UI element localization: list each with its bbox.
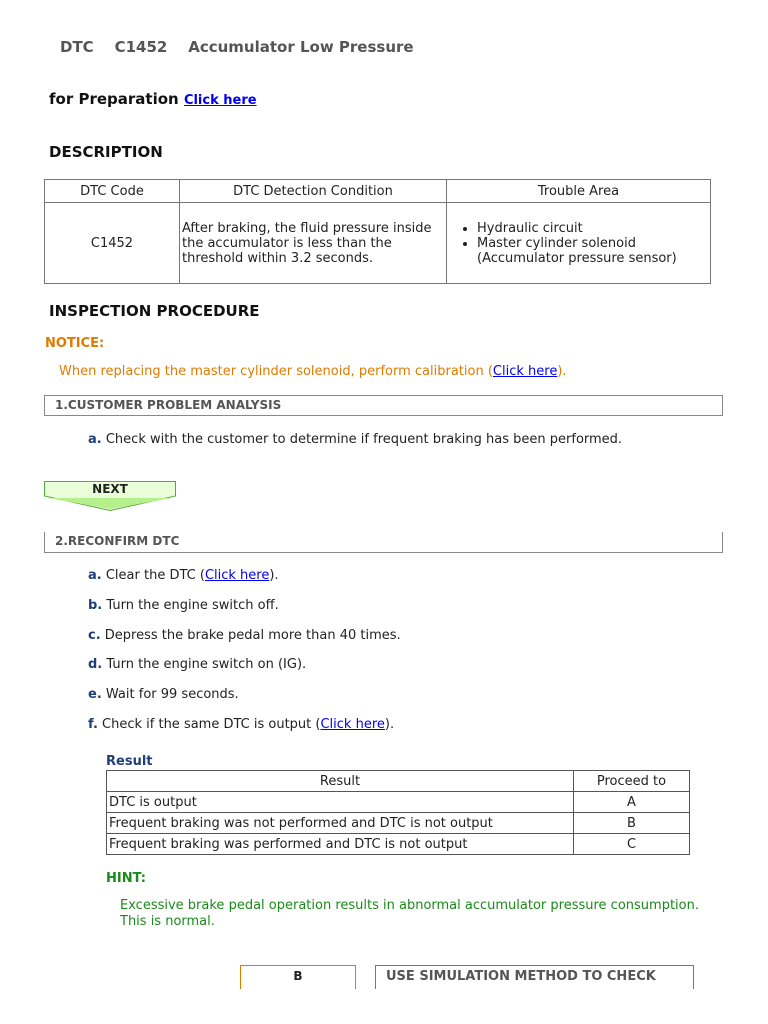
proceed-cell: B <box>574 813 690 834</box>
header-result: Result <box>107 771 574 792</box>
item-letter: d. <box>88 657 103 672</box>
clear-dtc-link[interactable]: Click here <box>204 568 270 583</box>
item-letter: a. <box>88 432 102 447</box>
description-heading: DESCRIPTION <box>49 143 163 161</box>
notice-text-part: ). <box>557 364 567 379</box>
result-cell: DTC is output <box>107 792 574 813</box>
header-proceed-to: Proceed to <box>574 771 690 792</box>
proceed-cell: A <box>574 792 690 813</box>
next-label: NEXT <box>92 482 128 496</box>
trouble-area-item: • Master cylinder solenoid (Accumulator pressure sensor) <box>477 236 708 266</box>
table-row <box>107 834 690 855</box>
item-letter: a. <box>88 568 102 583</box>
item-letter: c. <box>88 628 101 643</box>
result-cell: Frequent braking was performed and DTC is not output <box>107 834 574 855</box>
step2-item-c <box>88 628 401 643</box>
trouble-area-cell <box>447 203 711 284</box>
step2-item-d <box>88 657 306 672</box>
description-table <box>44 179 711 284</box>
step2-item-a <box>88 568 279 583</box>
notice-text <box>59 364 567 379</box>
item-letter: e. <box>88 687 102 702</box>
result-cell: Frequent braking was not performed and DTC is not output <box>107 813 574 834</box>
header-trouble-area: Trouble Area <box>447 180 711 203</box>
inspection-heading: INSPECTION PROCEDURE <box>49 302 260 320</box>
notice-text-part: When replacing the master cylinder solenoid, perform calibration ( <box>59 364 493 379</box>
preparation-label: for Preparation <box>49 90 179 108</box>
header-detection-condition: DTC Detection Condition <box>180 180 447 203</box>
item-text: Check with the customer to determine if frequent braking has been performed. <box>105 432 623 447</box>
item-text: ). <box>269 568 279 583</box>
next-button[interactable] <box>44 481 176 511</box>
check-dtc-link[interactable]: Click here <box>320 717 385 732</box>
simulation-method-box[interactable]: USE SIMULATION METHOD TO CHECK <box>375 965 694 989</box>
proceed-cell: C <box>574 834 690 855</box>
hint-text: Excessive brake pedal operation results in abnormal accumulator pressure consumption. This is normal. <box>120 898 699 929</box>
step2-item-f <box>88 717 394 732</box>
table-row <box>107 813 690 834</box>
result-b-box[interactable]: B <box>240 965 356 989</box>
result-caption: Result <box>106 754 153 769</box>
item-text: ). <box>384 717 395 732</box>
item-text: Turn the engine switch on (IG). <box>106 657 307 672</box>
step1-title: 1.CUSTOMER PROBLEM ANALYSIS <box>44 395 723 416</box>
item-letter: b. <box>88 598 103 613</box>
step1-item-a <box>88 432 622 447</box>
preparation-link[interactable]: Click here <box>183 93 257 108</box>
step2-title: 2.RECONFIRM DTC <box>44 532 723 553</box>
item-letter: f. <box>88 717 98 732</box>
header-dtc-code: DTC Code <box>45 180 180 203</box>
dtc-code-cell: C1452 <box>45 203 180 284</box>
notice-title: NOTICE: <box>45 336 105 351</box>
item-text: Turn the engine switch off. <box>106 598 279 613</box>
notice-calibration-link[interactable]: Click here <box>492 364 558 379</box>
step2-item-b <box>88 598 279 613</box>
result-table <box>106 770 690 855</box>
hint-title: HINT: <box>106 871 146 886</box>
step2-item-e <box>88 687 239 702</box>
item-text: Check if the same DTC is output ( <box>102 717 321 732</box>
item-text: Wait for 99 seconds. <box>105 687 239 702</box>
table-row <box>107 792 690 813</box>
page-title: DTC C1452 Accumulator Low Pressure <box>60 38 414 56</box>
item-text: Depress the brake pedal more than 40 times. <box>104 628 401 643</box>
preparation-line <box>49 90 257 108</box>
item-text: Clear the DTC ( <box>105 568 205 583</box>
detection-condition-cell: After braking, the fluid pressure inside the accumulator is less than the threshold within 3.2 seconds. <box>180 203 447 284</box>
trouble-area-item: • Hydraulic circuit <box>477 221 708 236</box>
